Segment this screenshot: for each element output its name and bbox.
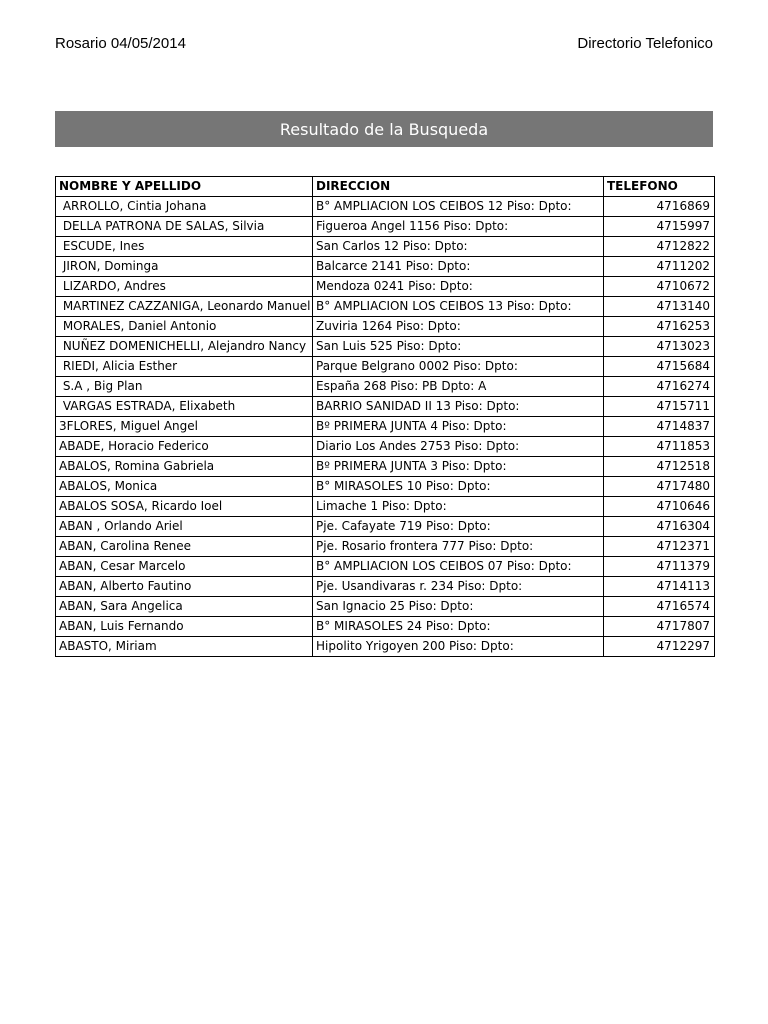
name-cell: ABALOS, Romina Gabriela [56, 457, 313, 477]
name-cell: ABALOS, Monica [56, 477, 313, 497]
results-banner [55, 111, 713, 147]
table-row [56, 297, 715, 317]
phone-cell: 4711853 [604, 437, 715, 457]
table-header-row [56, 177, 715, 197]
phone-cell: 4710672 [604, 277, 715, 297]
address-cell: España 268 Piso: PB Dpto: A [313, 377, 604, 397]
table-row [56, 217, 715, 237]
address-cell: B° MIRASOLES 10 Piso: Dpto: [313, 477, 604, 497]
column-header-phone: TELEFONO [604, 177, 715, 197]
phone-cell: 4716869 [604, 197, 715, 217]
name-cell: MORALES, Daniel Antonio [56, 317, 313, 337]
address-cell: San Carlos 12 Piso: Dpto: [313, 237, 604, 257]
phone-cell: 4711202 [604, 257, 715, 277]
header-date: Rosario 04/05/2014 [55, 35, 186, 52]
phone-cell: 4712518 [604, 457, 715, 477]
address-cell: Hipolito Yrigoyen 200 Piso: Dpto: [313, 637, 604, 657]
phone-cell: 4716574 [604, 597, 715, 617]
address-cell: Pje. Cafayate 719 Piso: Dpto: [313, 517, 604, 537]
name-cell: ABAN , Orlando Ariel [56, 517, 313, 537]
table-row [56, 197, 715, 217]
phone-cell: 4717480 [604, 477, 715, 497]
table-row [56, 317, 715, 337]
address-cell: BARRIO SANIDAD II 13 Piso: Dpto: [313, 397, 604, 417]
name-cell: JIRON, Dominga [56, 257, 313, 277]
table-row [56, 537, 715, 557]
table-row [56, 577, 715, 597]
phone-cell: 4714837 [604, 417, 715, 437]
address-cell: Diario Los Andes 2753 Piso: Dpto: [313, 437, 604, 457]
name-cell: MARTINEZ CAZZANIGA, Leonardo Manuel [56, 297, 313, 317]
phone-cell: 4713140 [604, 297, 715, 317]
phone-cell: 4712822 [604, 237, 715, 257]
table-row [56, 417, 715, 437]
name-cell: ABAN, Sara Angelica [56, 597, 313, 617]
phone-cell: 4714113 [604, 577, 715, 597]
table-row [56, 337, 715, 357]
table-row [56, 637, 715, 657]
name-cell: ESCUDE, Ines [56, 237, 313, 257]
name-cell: RIEDI, Alicia Esther [56, 357, 313, 377]
address-cell: Balcarce 2141 Piso: Dpto: [313, 257, 604, 277]
column-header-address: DIRECCION [313, 177, 604, 197]
table-row [56, 257, 715, 277]
phone-cell: 4712371 [604, 537, 715, 557]
phone-cell: 4715997 [604, 217, 715, 237]
address-cell: B° AMPLIACION LOS CEIBOS 13 Piso: Dpto: [313, 297, 604, 317]
name-cell: ABAN, Cesar Marcelo [56, 557, 313, 577]
phone-cell: 4716253 [604, 317, 715, 337]
address-cell: San Ignacio 25 Piso: Dpto: [313, 597, 604, 617]
column-header-name: NOMBRE Y APELLIDO [56, 177, 313, 197]
name-cell: S.A , Big Plan [56, 377, 313, 397]
phone-cell: 4713023 [604, 337, 715, 357]
name-cell: ABAN, Alberto Fautino [56, 577, 313, 597]
name-cell: ABALOS SOSA, Ricardo Ioel [56, 497, 313, 517]
phone-cell: 4716304 [604, 517, 715, 537]
table-row [56, 237, 715, 257]
address-cell: Limache 1 Piso: Dpto: [313, 497, 604, 517]
table-row [56, 557, 715, 577]
table-row [56, 517, 715, 537]
address-cell: Mendoza 0241 Piso: Dpto: [313, 277, 604, 297]
address-cell: B° MIRASOLES 24 Piso: Dpto: [313, 617, 604, 637]
phone-cell: 4711379 [604, 557, 715, 577]
table-row [56, 437, 715, 457]
table-row [56, 497, 715, 517]
directory-table [55, 176, 715, 657]
phone-cell: 4715684 [604, 357, 715, 377]
table-row [56, 377, 715, 397]
name-cell: NUÑEZ DOMENICHELLI, Alejandro Nancy [56, 337, 313, 357]
phone-cell: 4717807 [604, 617, 715, 637]
phone-cell: 4712297 [604, 637, 715, 657]
banner-title: Resultado de la Busqueda [279, 119, 489, 139]
table-row [56, 277, 715, 297]
name-cell: DELLA PATRONA DE SALAS, Silvia [56, 217, 313, 237]
address-cell: B° AMPLIACION LOS CEIBOS 12 Piso: Dpto: [313, 197, 604, 217]
table-row [56, 397, 715, 417]
address-cell: B° AMPLIACION LOS CEIBOS 07 Piso: Dpto: [313, 557, 604, 577]
table-row [56, 357, 715, 377]
table-row [56, 477, 715, 497]
name-cell: ABASTO, Miriam [56, 637, 313, 657]
table-row [56, 617, 715, 637]
name-cell: ARROLLO, Cintia Johana [56, 197, 313, 217]
address-cell: Zuviria 1264 Piso: Dpto: [313, 317, 604, 337]
name-cell: ABAN, Carolina Renee [56, 537, 313, 557]
phone-cell: 4716274 [604, 377, 715, 397]
address-cell: San Luis 525 Piso: Dpto: [313, 337, 604, 357]
table-row [56, 457, 715, 477]
phone-cell: 4715711 [604, 397, 715, 417]
name-cell: LIZARDO, Andres [56, 277, 313, 297]
phone-cell: 4710646 [604, 497, 715, 517]
name-cell: ABAN, Luis Fernando [56, 617, 313, 637]
address-cell: Pje. Rosario frontera 777 Piso: Dpto: [313, 537, 604, 557]
address-cell: Bº PRIMERA JUNTA 3 Piso: Dpto: [313, 457, 604, 477]
table-row [56, 597, 715, 617]
name-cell: 3FLORES, Miguel Angel [56, 417, 313, 437]
address-cell: Bº PRIMERA JUNTA 4 Piso: Dpto: [313, 417, 604, 437]
name-cell: ABADE, Horacio Federico [56, 437, 313, 457]
address-cell: Pje. Usandivaras r. 234 Piso: Dpto: [313, 577, 604, 597]
address-cell: Parque Belgrano 0002 Piso: Dpto: [313, 357, 604, 377]
header-title: Directorio Telefonico [577, 35, 713, 52]
address-cell: Figueroa Angel 1156 Piso: Dpto: [313, 217, 604, 237]
name-cell: VARGAS ESTRADA, Elixabeth [56, 397, 313, 417]
